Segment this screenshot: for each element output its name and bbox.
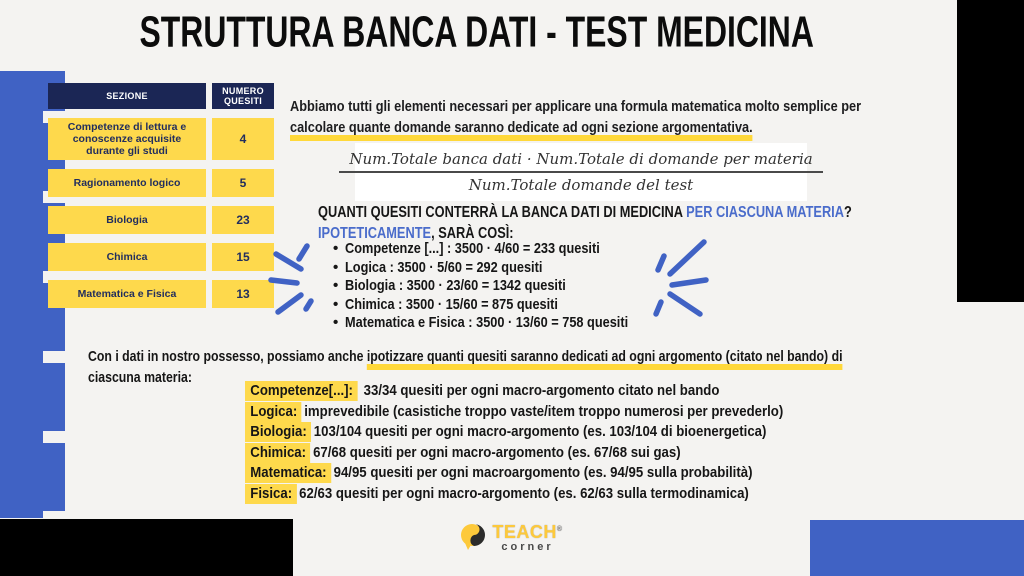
intro-line-1: Abbiamo tutti gli elementi necessari per applicare una formula matematica molto semplice per <box>290 98 862 115</box>
intro-line-2-underlined: calcolare quante domande saranno dedicate ad ogni sezione argomentativa. <box>290 119 753 141</box>
breakdown-fisica: Fisica: 62/63 quesiti per ogni macro-argomento (es. 62/63 sulla termodinamica) <box>245 484 857 505</box>
table-row-label: Chimica <box>48 243 206 271</box>
logo-name: TEACH <box>492 522 557 542</box>
table-header-numero-quesiti: NUMERO QUESITI <box>212 83 274 109</box>
question-text: QUANTI QUESITI CONTERRÀ LA BANCA DATI DI MEDICINA <box>318 204 687 221</box>
table-row-value: 4 <box>212 118 274 160</box>
table-row-label: Matematica e Fisica <box>48 280 206 308</box>
burst-right-icon <box>648 232 712 324</box>
left-blue-bar <box>0 71 43 518</box>
logo-subtitle: corner <box>501 541 554 553</box>
table-row-label: Ragionamento logico <box>48 169 206 197</box>
breakdown-biologia: Biologia: 103/104 quesiti per ogni macro-argomento (es. 103/104 di bioenergetica) <box>245 422 857 443</box>
bullet-biologia: • Biologia : 3500 · 23/60 = 1342 quesiti <box>333 277 678 296</box>
hypothesis-underlined: ipotizzare quanti quesiti saranno dedicati ad ogni argomento (citato nel bando) di <box>367 348 843 370</box>
table-row-value: 23 <box>212 206 274 234</box>
question-highlight-materia: PER CIASCUNA MATERIA <box>686 204 844 221</box>
table-row-label: Biologia <box>48 206 206 234</box>
table-row-label: Competenze di lettura e conoscenze acquisite durante gli studi <box>48 118 206 160</box>
question-mark: ? <box>843 204 852 221</box>
title-container <box>0 8 954 56</box>
burst-left-icon <box>268 238 320 322</box>
top-right-black-block <box>957 0 1024 302</box>
breakdown-chimica: Chimica: 67/68 quesiti per ogni macro-argomento (es. 67/68 sui gas) <box>245 443 857 464</box>
teach-corner-logo-icon <box>461 521 487 551</box>
breakdown-competenze: Competenze[...]: 33/34 quesiti per ogni macro-argomento citato nel bando <box>245 381 857 402</box>
bullet-competenze: • Competenze [...] : 3500 · 4/60 = 233 quesiti <box>333 240 678 259</box>
formula-numerator: Num.Totale banca dati · Num.Totale di domande per materia <box>339 150 822 173</box>
question-highlight-ipoteticamente: IPOTETICAMENTE <box>318 225 432 242</box>
table-row-value: 13 <box>212 280 274 308</box>
teach-corner-logo <box>0 521 1024 553</box>
quesiti-bullet-list <box>333 240 678 333</box>
hypothesis-pre: Con i dati in nostro possesso, possiamo anche <box>88 348 367 365</box>
hypothesis-line-2: ciascuna materia: <box>88 369 192 386</box>
intro-paragraph <box>290 96 962 138</box>
question-text-2: , SARÀ COSÌ: <box>431 225 514 242</box>
breakdown-list <box>245 381 857 504</box>
page-title: STRUTTURA BANCA DATI - TEST MEDICINA <box>139 7 815 56</box>
breakdown-logica: Logica: imprevedibile (casistiche troppo vaste/item troppo numerosi per prevederlo) <box>245 402 857 423</box>
bullet-logica: • Logica : 3500 · 5/60 = 292 quesiti <box>333 259 678 278</box>
logo-registered-mark: ® <box>556 526 563 533</box>
formula-denominator: Num.Totale domande del test <box>468 176 694 194</box>
table-header-sezione: SEZIONE <box>48 83 206 109</box>
breakdown-matematica: Matematica: 94/95 quesiti per ogni macroargomento (es. 94/95 sulla probabilità) <box>245 463 857 484</box>
table-row-value: 5 <box>212 169 274 197</box>
formula-box <box>349 143 813 201</box>
bullet-chimica: • Chimica : 3500 · 15/60 = 875 quesiti <box>333 296 678 315</box>
bullet-matematica-fisica: • Matematica e Fisica : 3500 · 13/60 = 758 quesiti <box>333 314 678 333</box>
table-row-value: 15 <box>212 243 274 271</box>
sections-table <box>48 83 274 308</box>
